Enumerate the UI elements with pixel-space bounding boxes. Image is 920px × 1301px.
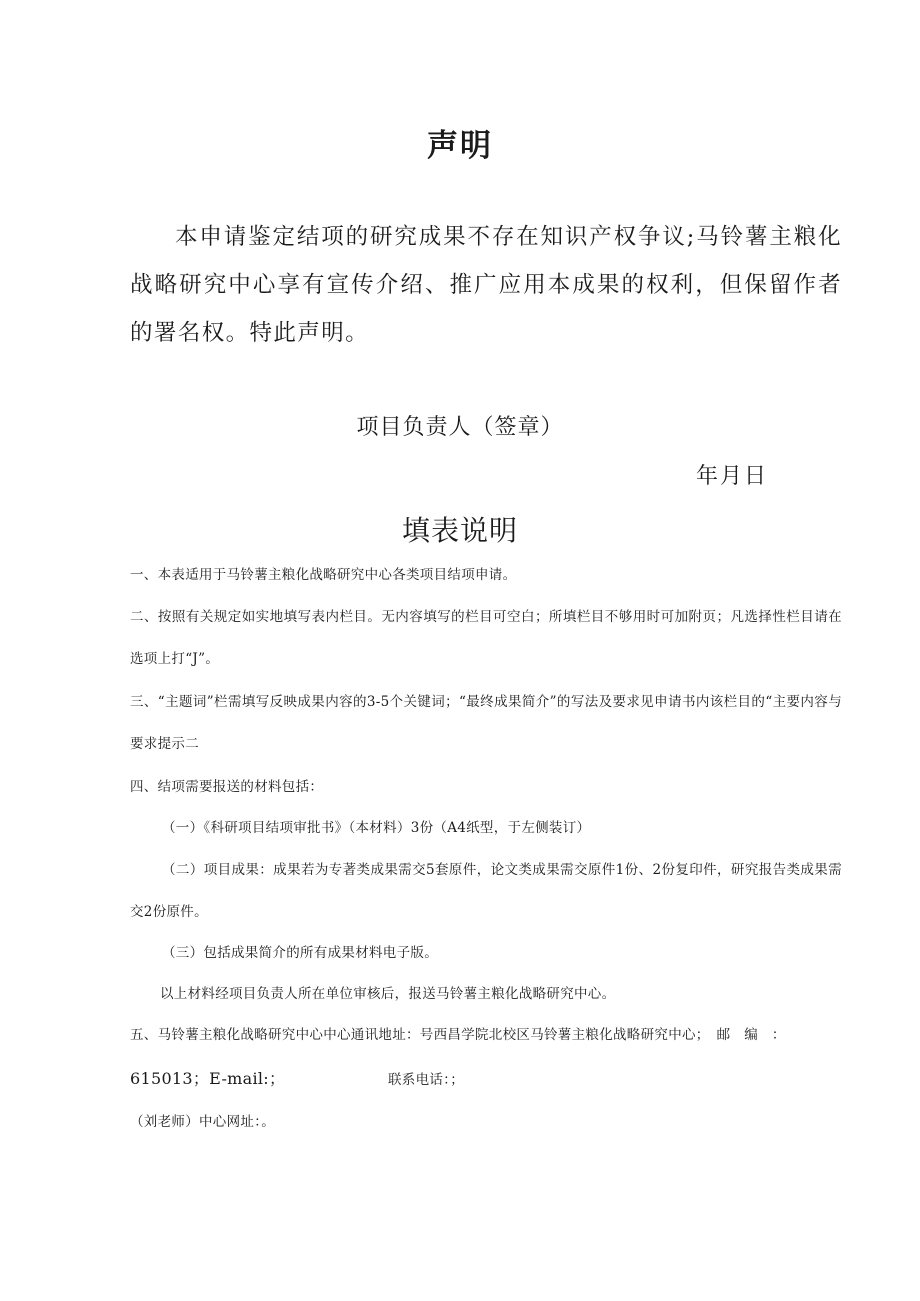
contact-phone: 联系电话：； — [388, 1072, 465, 1088]
instruction-item-4-sub-1: （一）《科研项目结项审批书》（本材料）3份（A4纸型，于左侧装订） — [162, 820, 591, 836]
instruction-item-4: 四、结项需要报送的材料包括： — [130, 779, 324, 795]
instruction-item-4-note: 以上材料经项目负责人所在单位审核后，报送马铃薯主粮化战略研究中心。 — [160, 986, 616, 1002]
instructions-title: 填表说明 — [401, 514, 518, 547]
instruction-item-3: 三、“主题词”栏需填写反映成果内容的3-5个关键词；“最终成果简介”的写法及要求见申请书内该栏目的“主要内容与要求提示二 — [130, 694, 842, 752]
center-website: （刘老师）中心网址：。 — [130, 1114, 276, 1130]
signer-label: 项目负责人（签章） — [356, 415, 564, 440]
instruction-item-4-sub-2: （二）项目成果：成果若为专著类成果需交5套原件，论文类成果需交原件1份、2份复印件，研究报告类成果需交2份原件。 — [130, 862, 842, 920]
instruction-item-4-sub-3: （三）包括成果简介的所有成果材料电子版。 — [162, 945, 438, 961]
instruction-item-2: 二、按照有关规定如实地填写表内栏目。无内容填写的栏目可空白；所填栏目不够用时可加附页；凡选择性栏目请在选项上打“J”。 — [130, 609, 842, 667]
postcode-email: 615013；E-mail:； — [130, 1069, 286, 1088]
declaration-body: 本申请鉴定结项的研究成果不存在知识产权争议;马铃薯主粮化战略研究中心享有宣传介绍、推广应用本成果的权利，但保留作者的署名权。特此声明。 — [130, 224, 842, 346]
instruction-item-5-address: 五、马铃薯主粮化战略研究中心中心通讯地址：号西昌学院北校区马铃薯主粮化战略研究中心； 邮 编 ： — [130, 1027, 786, 1043]
declaration-title: 声明 — [427, 128, 493, 164]
instruction-item-1: 一、本表适用于马铃薯主粮化战略研究中心各类项目结项申请。 — [130, 567, 517, 583]
date-label: 年月日 — [696, 464, 769, 489]
